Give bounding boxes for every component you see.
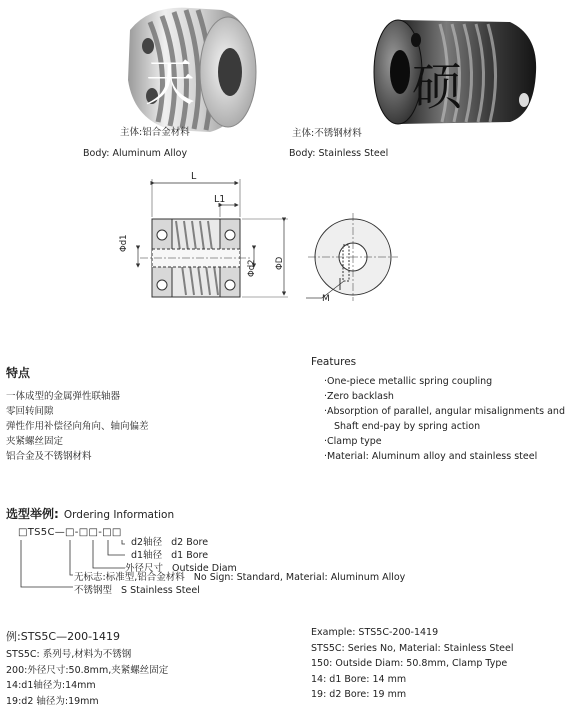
ordering-row-cn: 无标志:标准型,铝合金材料 — [74, 572, 185, 583]
aluminum-label-cn: 主体:铝合金材料 — [120, 127, 190, 138]
steel-label-cn: 主体:不锈钢材料 — [292, 128, 362, 139]
example-en-line: 14: d1 Bore: 14 mm — [311, 673, 407, 685]
features-en-title: Features — [311, 356, 357, 368]
coupling-end-view-drawing — [300, 195, 400, 320]
steel-watermark: 硕 — [412, 58, 462, 116]
ordering-row-en: Outside Diam — [172, 563, 237, 574]
example-cn-lines — [6, 647, 168, 709]
features-en-item: ·One-piece metallic spring coupling — [324, 376, 493, 387]
example-cn-line: 14:d1轴径为:14mm — [6, 680, 96, 691]
ordering-row-cn: 外径尺寸 — [125, 563, 164, 574]
example-cn-line: STS5C: 系列号,材料为不锈钢 — [6, 649, 132, 660]
aluminum-label-en: Body: Aluminum Alloy — [83, 148, 188, 159]
aluminum-watermark: 天 — [145, 54, 195, 112]
features-en-item: ·Clamp type — [324, 436, 382, 447]
ordering-title-en: Ordering Information — [63, 509, 175, 521]
ordering-row-cn: d1轴径 — [131, 550, 163, 561]
ordering-row-en: S Stainless Steel — [121, 585, 200, 596]
features-cn-item: 弹性作用补偿径向角向、轴向偏差 — [6, 421, 149, 432]
ordering-row-cn: d2轴径 — [131, 537, 163, 548]
features-en-item: ·Absorption of parallel, angular misalignments and — [324, 406, 565, 417]
example-cn-line: 19:d2 轴径为:19mm — [6, 695, 99, 707]
ordering-row-d1 — [131, 549, 208, 562]
features-cn-item: 零回转间隙 — [6, 406, 54, 417]
dim-L1-label: L1 — [214, 194, 226, 205]
ordering-code: □TS5C—□-□□-□□ — [18, 527, 122, 538]
example-en-line: STS5C: Series No, Material: Stainless Steel — [311, 642, 514, 654]
dim-d2-label: Φd2 — [247, 259, 257, 277]
dim-L-label: L — [191, 171, 197, 182]
dim-d1-label: Φd1 — [119, 234, 129, 252]
features-en-item: ·Zero backlash — [324, 391, 394, 402]
ordering-row-stainless — [74, 584, 200, 597]
example-en-title: Example: STS5C-200-1419 — [311, 627, 439, 638]
example-cn-title: 例:STS5C—200-1419 — [6, 630, 121, 643]
ordering-row-standard — [74, 571, 405, 584]
ordering-row-en: d1 Bore — [171, 550, 209, 561]
example-cn-line: 200:外径尺寸:50.8mm,夹紧螺丝固定 — [6, 664, 169, 676]
features-en-item: Shaft end-pay by spring action — [334, 421, 481, 432]
ordering-row-en: No Sign: Standard, Material: Aluminum Alloy — [193, 572, 406, 583]
features-en-list — [324, 374, 565, 464]
features-cn-item: 夹紧螺丝固定 — [6, 436, 64, 447]
features-cn-title: 特点 — [6, 366, 31, 380]
ordering-row-d2 — [131, 536, 208, 549]
example-en-block — [311, 625, 514, 703]
features-cn-item: 一体成型的金属弹性联轴器 — [6, 391, 121, 402]
coupling-side-view-drawing — [120, 165, 300, 315]
features-cn-list — [6, 389, 149, 464]
dim-D-label: ΦD — [275, 256, 285, 270]
example-en-line: 19: d2 Bore: 19 mm — [311, 689, 407, 700]
example-en-line: 150: Outside Diam: 50.8mm, Clamp Type — [311, 658, 508, 669]
steel-label-en: Body: Stainless Steel — [289, 148, 389, 159]
features-en-item: ·Material: Aluminum alloy and stainless steel — [324, 451, 538, 462]
ordering-title-cn: 选型举例: — [6, 507, 59, 521]
features-cn-item: 铝合金及不锈钢材料 — [6, 451, 92, 462]
ordering-title — [6, 503, 174, 522]
ordering-row-cn: 不锈钢型 — [74, 585, 113, 596]
ordering-row-en: d2 Bore — [171, 537, 209, 548]
dim-M-label: M — [322, 294, 330, 304]
